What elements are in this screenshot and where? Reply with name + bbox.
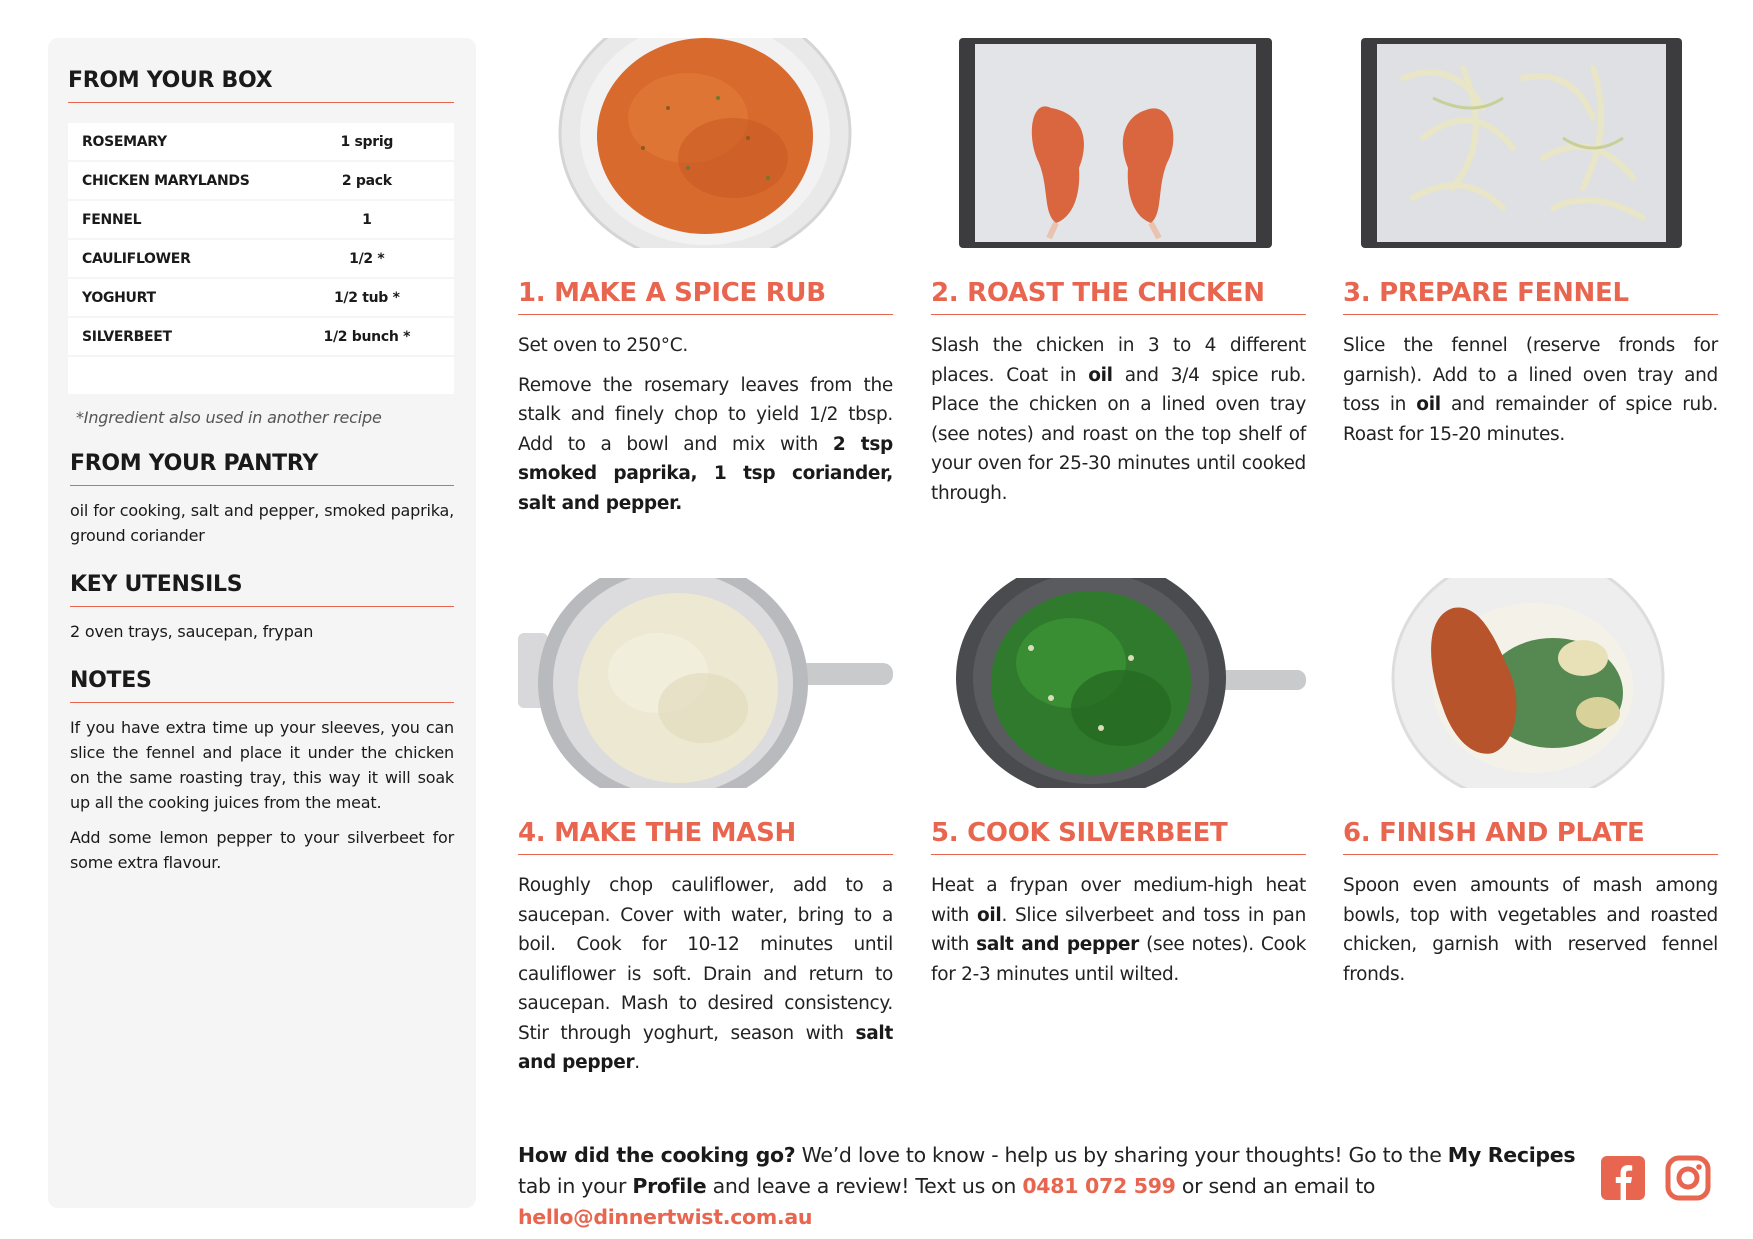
step-6	[1343, 578, 1718, 989]
spice-rub-photo	[518, 38, 893, 248]
table-row-empty	[68, 357, 454, 394]
step-2	[931, 38, 1306, 508]
ingredient-qty: 1/2 tub *	[300, 279, 454, 316]
instagram-icon[interactable]	[1665, 1155, 1711, 1201]
step-5-text-a: Heat a frypan over medium-high heat with	[931, 875, 1306, 926]
table-row	[68, 201, 454, 238]
ingredient-name: CHICKEN MARYLANDS	[68, 162, 300, 199]
step-1-text-2	[518, 371, 893, 519]
ingredient-name: ROSEMARY	[68, 123, 300, 160]
step-4-body	[518, 871, 893, 1078]
step-1-body	[518, 331, 893, 518]
step-1-title: 1. MAKE A SPICE RUB	[518, 278, 893, 315]
step-5-text	[931, 871, 1306, 989]
step-4	[518, 578, 893, 1078]
note-text: If you have extra time up your sleeves, you can slice the fennel and place it under the chicken on the same roasting tray, this way it will soak up all the cooking juices from the meat.	[70, 718, 454, 812]
step-4-bold: salt and pepper	[518, 1022, 893, 1073]
plated-dish-photo	[1343, 578, 1718, 788]
step-3-text-c: and remainder of spice rub. Roast for 15-20 minutes.	[1343, 394, 1718, 445]
silverbeet-pan-photo	[931, 578, 1306, 788]
step-2-text-a: Slash the chicken in 3 to 4 different places. Coat in	[931, 335, 1306, 386]
step-2-bold: oil	[1088, 364, 1113, 386]
step-3-text-a: Slice the fennel (reserve fronds for garnish). Add to a lined oven tray and toss in	[1343, 335, 1718, 415]
step-6-title: 6. FINISH AND PLATE	[1343, 818, 1718, 855]
step-3-text	[1343, 331, 1718, 449]
step-2-title: 2. ROAST THE CHICKEN	[931, 278, 1306, 315]
ingredient-name: CAULIFLOWER	[68, 240, 300, 277]
table-row	[68, 240, 454, 277]
ingredient-qty: 2 pack	[300, 162, 454, 199]
profile-label: Profile	[632, 1174, 707, 1198]
step-1-text-b: Remove the rosemary leaves from the stalk and finely chop to yield 1/2 tbsp. Add to a bowl and mix with	[518, 374, 893, 455]
my-recipes-label: My Recipes	[1447, 1143, 1576, 1167]
ingredient-name: FENNEL	[68, 201, 300, 238]
notes-section	[70, 668, 454, 875]
roast-chicken-photo	[931, 38, 1306, 248]
step-1	[518, 38, 893, 518]
ingredient-name: SILVERBEET	[68, 318, 300, 355]
utensils-text: 2 oven trays, saucepan, frypan	[70, 622, 314, 641]
table-row	[68, 318, 454, 355]
step-4-text	[518, 871, 893, 1078]
footer-question: How did the cooking go?	[518, 1143, 796, 1167]
footer-text-3: and leave a review! Text us on	[706, 1174, 1023, 1198]
step-1-text	[518, 331, 893, 361]
email-link[interactable]: hello@dinnertwist.com.au	[518, 1205, 813, 1229]
step-5-bold-oil: oil	[976, 904, 1002, 926]
ingredients-table	[68, 121, 454, 396]
ingredient-qty: 1/2 *	[300, 240, 454, 277]
step-4-text-c: .	[634, 1052, 640, 1073]
pantry-section	[70, 451, 454, 548]
step-2-text	[931, 331, 1306, 508]
step-2-text-c: and 3/4 spice rub. Place the chicken on a lined oven tray (see notes) and roast on the top shelf of your oven for 25-30 minutes until cooked through.	[931, 364, 1306, 504]
from-your-pantry-title: FROM YOUR PANTRY	[70, 451, 454, 486]
step-3	[1343, 38, 1718, 449]
step-4-text-a: Roughly chop cauliflower, add to a saucepan. Cover with water, bring to a boil. Cook for 10-12 minutes until cauliflower is soft. Drain and return to saucepan. Mash to desired consistency. Stir through yoghurt, season with	[518, 875, 893, 1044]
step-2-body	[931, 331, 1306, 508]
cauliflower-mash-photo	[518, 578, 893, 788]
step-3-body	[1343, 331, 1718, 449]
note-text: Add some lemon pepper to your silverbeet for some extra flavour.	[70, 828, 454, 872]
table-row	[68, 279, 454, 316]
step-6-text: Spoon even amounts of mash among bowls, top with vegetables and roasted chicken, garnish with reserved fennel fronds.	[1343, 875, 1718, 985]
step-4-title: 4. MAKE THE MASH	[518, 818, 893, 855]
ingredients-sidebar	[48, 38, 476, 1208]
ingredient-footnote: *Ingredient also used in another recipe	[76, 408, 382, 427]
step-5-body	[931, 871, 1306, 989]
facebook-icon[interactable]	[1600, 1155, 1646, 1201]
ingredient-qty: 1	[300, 201, 454, 238]
footer-text-1: We’d love to know - help us by sharing your thoughts! Go to the	[795, 1143, 1448, 1167]
step-3-title: 3. PREPARE FENNEL	[1343, 278, 1718, 315]
step-5-bold-salt: salt and pepper	[976, 934, 1139, 955]
step-3-bold: oil	[1416, 394, 1441, 415]
step-5-title: 5. COOK SILVERBEET	[931, 818, 1306, 855]
key-utensils-title: KEY UTENSILS	[70, 572, 454, 607]
table-row	[68, 162, 454, 199]
pantry-text: oil for cooking, salt and pepper, smoked paprika, ground coriander	[70, 501, 454, 545]
step-1-text-a: Set oven to 250°C.	[518, 335, 688, 356]
step-1-bold: 2 tsp smoked paprika, 1 tsp coriander, salt and pepper.	[518, 433, 893, 514]
fennel-tray-photo	[1343, 38, 1718, 248]
ingredient-name: YOGHURT	[68, 279, 300, 316]
table-row	[68, 123, 454, 160]
step-5-text-e: (see notes). Cook for 2-3 minutes until wilted.	[931, 934, 1306, 985]
feedback-footer	[518, 1140, 1578, 1233]
step-5	[931, 578, 1306, 989]
ingredient-qty: 1 sprig	[300, 123, 454, 160]
step-5-text-c: . Slice silverbeet and toss in pan with	[931, 904, 1306, 955]
from-your-box-title: FROM YOUR BOX	[68, 68, 454, 103]
footer-text-4: or send an email to	[1175, 1174, 1376, 1198]
ingredient-qty: 1/2 bunch *	[300, 318, 454, 355]
phone-link[interactable]: 0481 072 599	[1022, 1174, 1176, 1198]
utensils-section	[70, 572, 454, 644]
notes-title: NOTES	[70, 668, 454, 703]
step-6-body	[1343, 871, 1718, 989]
footer-text-2: tab in your	[518, 1174, 633, 1198]
